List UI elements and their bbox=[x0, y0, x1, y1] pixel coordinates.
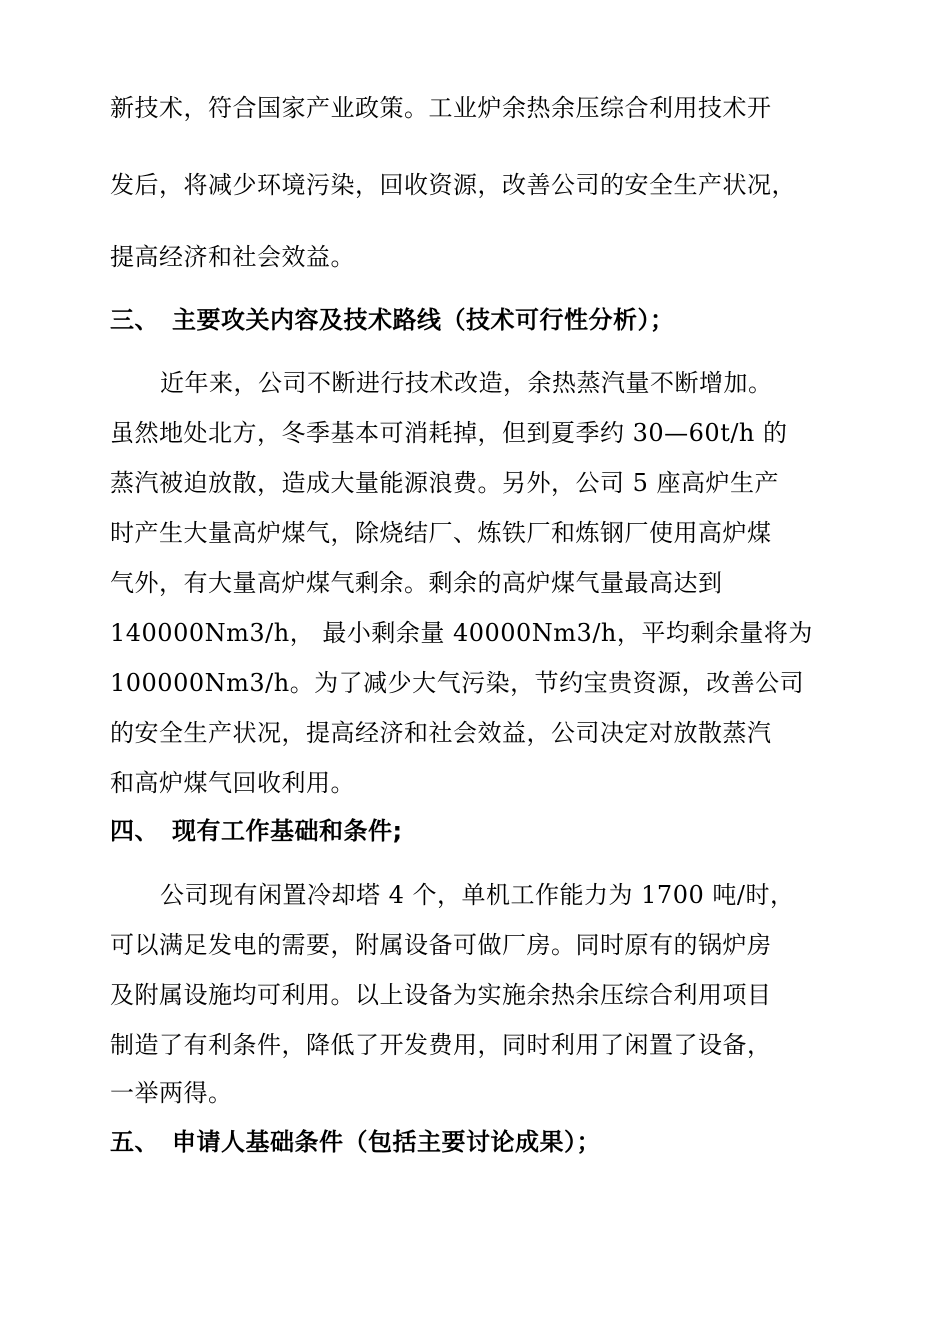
paragraph-line: 及附属设施均可利用。以上设备为实施余热余压综合利用项目 bbox=[110, 981, 772, 1009]
section-number: 四、 bbox=[110, 817, 159, 845]
section-number: 三、 bbox=[110, 306, 159, 334]
paragraph-line: 140000Nm3/h， 最小剩余量 40000Nm3/h，平均剩余量将为 bbox=[110, 619, 813, 647]
paragraph-line: 100000Nm3/h。为了减少大气污染，节约宝贵资源，改善公司 bbox=[110, 669, 805, 697]
paragraph-line: 制造了有利条件，降低了开发费用，同时利用了闲置了设备， bbox=[110, 1031, 772, 1059]
section-title: 现有工作基础和条件; bbox=[172, 817, 403, 845]
paragraph-line: 虽然地处北方，冬季基本可消耗掉，但到夏季约 30—60t/h 的 bbox=[110, 419, 788, 447]
paragraph-line: 蒸汽被迫放散，造成大量能源浪费。另外，公司 5 座高炉生产 bbox=[110, 469, 780, 497]
paragraph-line: 提高经济和社会效益。 bbox=[110, 243, 355, 271]
paragraph-line: 公司现有闲置冷却塔 4 个，单机工作能力为 1700 吨/时， bbox=[160, 881, 795, 909]
section-number: 五、 bbox=[110, 1128, 159, 1156]
section-title: 申请人基础条件（包括主要讨论成果）； bbox=[172, 1128, 601, 1156]
paragraph-line: 近年来，公司不断进行技术改造，余热蒸汽量不断增加。 bbox=[160, 369, 773, 397]
section-heading-4 bbox=[110, 816, 403, 846]
section-heading-3 bbox=[110, 305, 675, 335]
paragraph-line: 时产生大量高炉煤气，除烧结厂、炼铁厂和炼钢厂使用高炉煤 bbox=[110, 519, 772, 547]
paragraph-line: 的安全生产状况，提高经济和社会效益，公司决定对放散蒸汽 bbox=[110, 719, 772, 747]
paragraph-line: 一举两得。 bbox=[110, 1079, 233, 1107]
section-title: 主要攻关内容及技术路线（技术可行性分析）； bbox=[172, 306, 675, 334]
paragraph-line: 气外，有大量高炉煤气剩余。剩余的高炉煤气量最高达到 bbox=[110, 569, 723, 597]
paragraph-line: 发后，将减少环境污染，回收资源，改善公司的安全生产状况， bbox=[110, 171, 796, 199]
paragraph-line: 新技术，符合国家产业政策。工业炉余热余压综合利用技术开 bbox=[110, 94, 772, 122]
paragraph-line: 可以满足发电的需要，附属设备可做厂房。同时原有的锅炉房 bbox=[110, 931, 772, 959]
paragraph-line: 和高炉煤气回收利用。 bbox=[110, 769, 355, 797]
section-heading-5 bbox=[110, 1127, 601, 1157]
